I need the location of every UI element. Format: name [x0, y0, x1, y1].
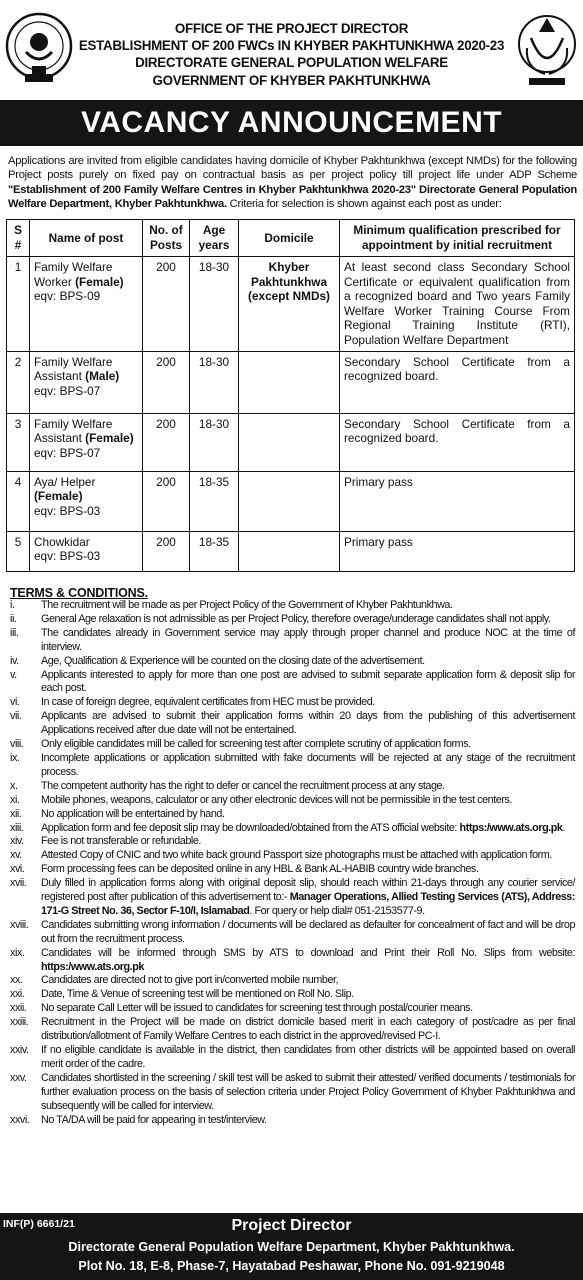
cell-posts: 200	[143, 257, 190, 352]
term-item	[10, 863, 575, 877]
term-text	[41, 1002, 575, 1016]
term-body: General Age relaxation is not admissible as per Project Policy, therefore overage/underage candidates shall not apply.	[41, 612, 551, 625]
term-body: If no eligible candidate is available in the district, then candidates from other districts will be appointed based on overall merit order of the cadre.	[41, 1044, 575, 1070]
col-header-qualification: Minimum qualification prescribed for appointment by initial recruitment	[340, 220, 575, 257]
post-eqv: eqv: BPS-03	[34, 503, 101, 518]
cell-posts: 200	[143, 413, 190, 471]
term-item	[10, 1072, 575, 1114]
term-text	[41, 835, 575, 849]
post-gender: (Female)	[85, 431, 134, 446]
header-title-block	[75, 20, 508, 89]
term-body: Mobile phones, weapons, calculator or any other electronic devices will not be permissible in the test centers.	[41, 793, 512, 806]
term-number: xi.	[10, 793, 20, 806]
term-item	[10, 919, 575, 947]
post-eqv: eqv: BPS-07	[34, 383, 101, 398]
cell-sno: 3	[7, 413, 30, 471]
post-eqv: eqv: BPS-03	[34, 549, 101, 564]
table-row	[7, 351, 575, 413]
term-text	[41, 1114, 575, 1128]
footer	[0, 1213, 583, 1280]
cell-qualification: At least second class Secondary School Certificate or equivalent qualification from a recognized board and Two years Family Welfare Worker Training Course From Regional Training Institute (RTI), Population Welfare Department	[340, 257, 575, 352]
term-body: The competent authority has the right to defer or cancel the recruitment process at any stage.	[41, 779, 445, 792]
header-line-directorate: DIRECTORATE GENERAL POPULATION WELFARE	[135, 55, 448, 71]
term-item	[10, 808, 575, 822]
header	[0, 0, 583, 100]
term-body: Age, Qualification & Experience will be counted on the closing date of the advertisement.	[41, 654, 425, 667]
cell-post	[30, 351, 143, 413]
term-emphasis: https:/www.ats.org.pk	[459, 821, 563, 834]
term-number: xviii.	[10, 918, 29, 931]
post-gender: (Female)	[34, 489, 83, 504]
term-text	[41, 752, 575, 780]
post-name: Family Welfare Assistant	[34, 354, 113, 384]
term-item	[10, 669, 575, 697]
post-eqv: eqv: BPS-09	[34, 289, 101, 304]
terms-heading: TERMS & CONDITIONS.	[10, 586, 148, 600]
col-header-age: Age years	[190, 220, 239, 257]
cell-posts: 200	[143, 471, 190, 531]
term-body: Applicants are advised to submit their application forms within 20 days from the publishing of this advertisement Applications received after due date will not be entertained.	[41, 710, 575, 737]
population-welfare-logo	[4, 8, 74, 96]
term-number: ix.	[10, 751, 20, 764]
term-item	[10, 835, 575, 849]
term-text	[41, 877, 575, 919]
term-body: No TA/DA will be paid for appearing in test/interview.	[41, 1113, 267, 1126]
term-body: Applicants interested to apply for more than one post are advised to submit separate application form & deposit slip for each post.	[41, 668, 575, 695]
term-text	[41, 655, 575, 669]
col-header-sno: S #	[7, 220, 30, 257]
term-number: vii.	[10, 710, 22, 723]
term-text	[41, 696, 575, 710]
term-number: xxvi.	[10, 1113, 30, 1126]
footer-address: Plot No. 18, E-8, Phase-7, Hayatabad Peshawar, Phone No. 091-9219048	[78, 1259, 505, 1273]
term-body: Duly filled in application forms along with original deposit slip, should reach within 21-days through any courier service/ registered post after publication of this advertisement to:-	[41, 877, 575, 904]
footer-code: INF(P) 6661/21	[3, 1218, 75, 1230]
term-body: No application will be entertained by hand.	[41, 807, 225, 820]
term-item	[10, 738, 575, 752]
term-text	[41, 863, 575, 877]
term-body: Attested Copy of CNIC and two white back ground Passport size photographs must be attached with application form.	[41, 849, 552, 862]
post-name: Aya/ Helper	[34, 474, 96, 489]
table-row	[7, 413, 575, 471]
cell-age: 18-35	[190, 471, 239, 531]
term-body: Candidates submitting wrong information / documents will be declared as defaulter for concealment of fact and will be drop out from the recruitment process.	[41, 918, 575, 945]
term-item	[10, 627, 575, 655]
term-number: iv.	[10, 654, 19, 667]
cell-post	[30, 413, 143, 471]
term-number: xvii.	[10, 877, 27, 890]
table-row	[7, 257, 575, 352]
term-text	[41, 849, 575, 863]
cell-domicile-empty	[239, 413, 340, 471]
term-text	[41, 919, 575, 947]
term-body: Fee is not transferable or refundable.	[41, 835, 201, 848]
term-number: xxii.	[10, 1002, 27, 1015]
cell-domicile: Khyber Pakhtunkhwa (except NMDs)	[239, 257, 340, 352]
term-number: x.	[10, 779, 18, 792]
intro-text: Applications are invited from eligible candidates having domicile of Khyber Pakhtunkhwa (except NMDs) for the following Project posts purely on fixed pay on contractual basis as per project policy till project life under ADP Scheme	[8, 155, 577, 182]
cell-post	[30, 471, 143, 531]
table-header-row	[7, 220, 575, 257]
table-row	[7, 471, 575, 531]
term-number: viii.	[10, 738, 24, 751]
term-tail: . For query or help dial# 051-2153577-9.	[249, 904, 425, 917]
term-body: The recruitment will be made as per Project Policy of the Government of Khyber Pakhtunkhwa.	[41, 599, 453, 611]
term-tail: .	[562, 821, 566, 834]
term-body: Application form and fee deposit slip may be downloaded/obtained from the ATS official website:	[41, 821, 460, 834]
term-body: The candidates already in Government service may apply through proper channel and produce NOC at the time of interview.	[41, 626, 575, 653]
term-text	[41, 794, 575, 808]
term-body: Form processing fees can be deposited online in any HBL & Bank AL-HABIB country wide branches.	[41, 863, 479, 876]
term-number: i.	[10, 599, 15, 611]
terms-list	[10, 599, 575, 1127]
term-text	[41, 613, 575, 627]
term-text	[41, 808, 575, 822]
cell-posts: 200	[143, 351, 190, 413]
term-item	[10, 1044, 575, 1072]
term-body: Date, Time & Venue of screening test will be mentioned on Roll No. Slip.	[41, 988, 354, 1001]
term-item	[10, 822, 575, 836]
term-number: xvi.	[10, 863, 25, 876]
term-text	[41, 1016, 575, 1044]
term-number: v.	[10, 668, 17, 681]
term-item	[10, 1016, 575, 1044]
cell-qualification: Secondary School Certificate from a recognized board.	[340, 413, 575, 471]
cell-post	[30, 531, 143, 571]
term-text	[41, 1044, 575, 1072]
post-eqv: eqv: BPS-07	[34, 445, 101, 460]
term-number: iii.	[10, 626, 19, 639]
cell-domicile-empty	[239, 531, 340, 571]
term-number: xxi.	[10, 988, 25, 1001]
term-text	[41, 780, 575, 794]
term-body: Incomplete applications or application submitted with fake documents will be rejected at any stage of the recruitment process.	[41, 751, 575, 778]
term-number: ii.	[10, 612, 17, 625]
cell-posts: 200	[143, 531, 190, 571]
col-header-posts: No. of Posts	[143, 220, 190, 257]
col-header-post: Name of post	[30, 220, 143, 257]
term-text	[41, 627, 575, 655]
kp-government-logo	[515, 8, 579, 92]
cell-age: 18-35	[190, 531, 239, 571]
footer-title: Project Director	[231, 1217, 352, 1234]
term-text	[41, 1072, 575, 1114]
term-text	[41, 738, 575, 752]
term-number: xv.	[10, 849, 22, 862]
cell-qualification: Primary pass	[340, 531, 575, 571]
term-item	[10, 1002, 575, 1016]
post-name: Family Welfare Worker	[34, 260, 113, 289]
term-body: No separate Call Letter will be issued to candidates for screening test through postal/courier means.	[41, 1002, 473, 1015]
term-number: xix.	[10, 946, 25, 959]
term-text	[41, 988, 575, 1002]
term-number: xx.	[10, 974, 23, 987]
term-body: Candidates will be informed through SMS by ATS to download and Print their Roll No. Slips from website:	[41, 946, 575, 959]
header-line-office: OFFICE OF THE PROJECT DIRECTOR	[174, 21, 409, 36]
term-text	[41, 947, 575, 975]
intro-criteria-text: Criteria for selection is shown against each post as under:	[226, 198, 502, 211]
term-number: xii.	[10, 807, 22, 820]
term-item	[10, 613, 575, 627]
vacancy-table	[6, 219, 575, 572]
cell-sno: 1	[7, 257, 30, 352]
term-item	[10, 974, 575, 988]
cell-age: 18-30	[190, 413, 239, 471]
term-body: Only eligible candidates mill be called for screening test after complete scrutiny of application forms.	[41, 738, 471, 751]
term-text	[41, 974, 575, 988]
cell-domicile-empty	[239, 471, 340, 531]
cell-age: 18-30	[190, 257, 239, 352]
term-item	[10, 877, 575, 919]
col-header-domicile: Domicile	[239, 220, 340, 257]
intro-paragraph	[8, 154, 577, 212]
cell-age: 18-30	[190, 351, 239, 413]
cell-sno: 5	[7, 531, 30, 571]
term-number: xxv.	[10, 1071, 27, 1084]
term-item	[10, 696, 575, 710]
footer-directorate: Directorate General Population Welfare Department, Khyber Pakhtunkhwa.	[68, 1240, 515, 1254]
intro-scheme-name: "Establishment of 200 Family Welfare Centres in Khyber Pakhtunkhwa 2020-23" Directorate General Population Welfare Department, Khyber Pakhtunkhwa.	[8, 183, 577, 211]
term-number: xiv.	[10, 835, 24, 848]
term-number: xxiv.	[10, 1044, 29, 1056]
term-emphasis: Manager Operations, Allied Testing Services (ATS), Address: 171-G Street No. 36, Sector F-10/I, Islamabad	[41, 891, 576, 917]
term-emphasis: https:/www.ats.org.pk	[41, 960, 144, 973]
header-line-project: ESTABLISHMENT OF 200 FWCs IN KHYBER PAKHTUNKHWA 2020-23	[78, 38, 505, 54]
term-item	[10, 599, 575, 613]
term-body: In case of foreign degree, equivalent certificates from HEC must be provided.	[41, 696, 375, 709]
term-text	[41, 599, 575, 613]
table-row	[7, 531, 575, 571]
term-item	[10, 752, 575, 780]
term-item	[10, 1114, 575, 1128]
term-number: xxiii.	[10, 1016, 29, 1029]
term-item	[10, 710, 575, 738]
post-gender: (Female)	[75, 274, 124, 289]
cell-sno: 4	[7, 471, 30, 531]
cell-domicile-empty	[239, 351, 340, 413]
post-name: Chowkidar	[34, 534, 90, 549]
term-item	[10, 794, 575, 808]
term-text	[41, 822, 575, 836]
term-text	[41, 710, 575, 738]
cell-sno: 2	[7, 351, 30, 413]
term-number: vi.	[10, 696, 20, 709]
cell-qualification: Secondary School Certificate from a recognized board.	[340, 351, 575, 413]
vacancy-banner: VACANCY ANNOUNCEMENT	[0, 100, 583, 146]
post-name: Family Welfare Assistant	[34, 416, 113, 446]
term-body: Candidates shortlisted in the screening / skill test will be asked to submit their attested/ verified documents / testimonials for further evaluation process on the basis of selection criteria under Project Policy Government of Khyber Pakhtunkhwa and subsequently will be called for interview.	[41, 1071, 575, 1112]
term-text	[41, 669, 575, 697]
term-item	[10, 655, 575, 669]
cell-post	[30, 257, 143, 352]
post-gender: (Male)	[85, 369, 120, 384]
term-item	[10, 849, 575, 863]
term-item	[10, 988, 575, 1002]
header-line-government: GOVERNMENT OF KHYBER PAKHTUNKHWA	[152, 72, 431, 88]
term-body: Recruitment in the Project will be made on district domicile based merit in each category of post/cadre as per final distribution/allotment of Family Welfare Centres to each district in the approved/revised PC-I.	[41, 1016, 575, 1043]
term-item	[10, 947, 575, 975]
term-body: Candidates are directed not to give port in/converted mobile number,	[41, 974, 339, 987]
cell-qualification: Primary pass	[340, 471, 575, 531]
term-item	[10, 780, 575, 794]
term-number: xiii.	[10, 821, 24, 834]
